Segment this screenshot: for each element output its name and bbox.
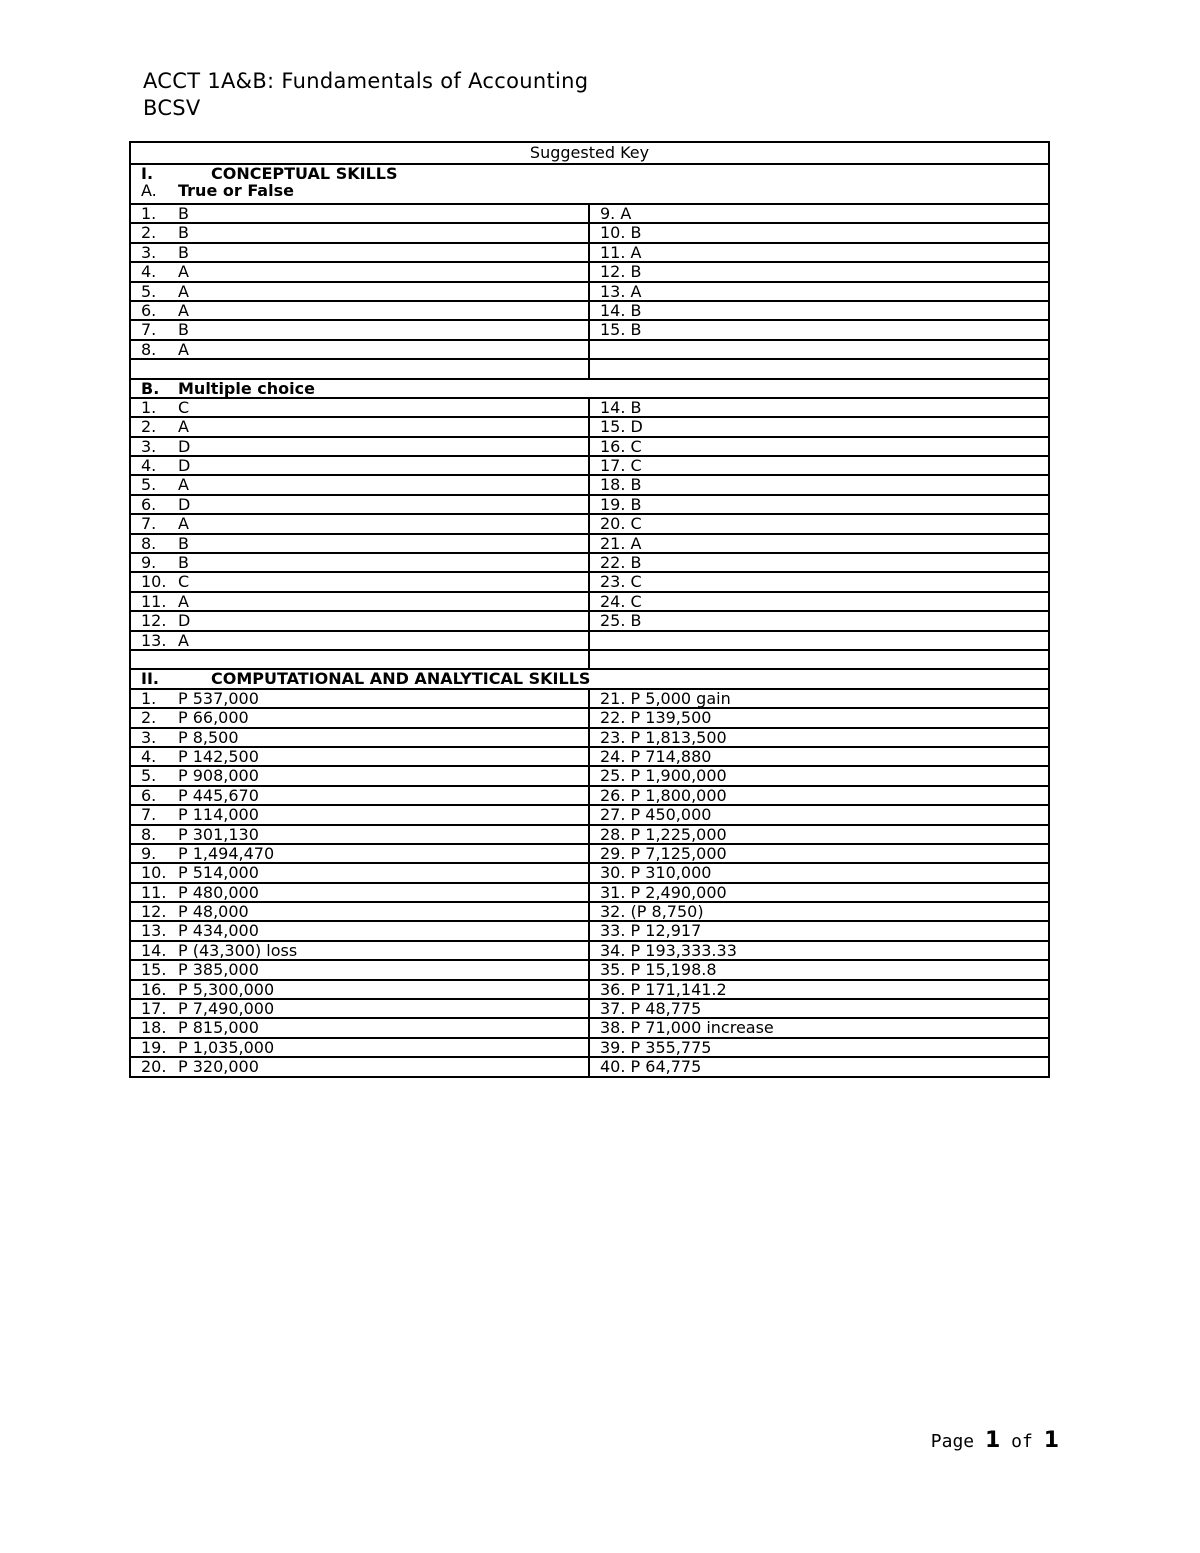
- item-number: 20.: [141, 1057, 167, 1077]
- item-number: 6.: [141, 300, 157, 320]
- item-number: 1.: [141, 397, 157, 417]
- item-number: 15.: [141, 960, 167, 980]
- section2-right-cell: 32. (P 8,750): [589, 902, 1049, 921]
- partB-left-cell: [130, 456, 589, 475]
- program-code: BCSV: [143, 96, 201, 120]
- item-number: 2.: [141, 223, 157, 243]
- item-answer: P 8,500: [178, 727, 239, 747]
- section2-right-cell: 28. P 1,225,000: [589, 825, 1049, 844]
- section2-row: [130, 883, 1049, 902]
- partB-right-cell: 24. C: [589, 592, 1049, 611]
- blank-cell: [589, 359, 1049, 378]
- item-answer: P 142,500: [178, 746, 259, 766]
- item-answer: P 5,300,000: [178, 979, 275, 999]
- partB-row: [130, 514, 1049, 533]
- section2-left-cell: [130, 844, 589, 863]
- partB-row: [130, 534, 1049, 553]
- item-number: 2.: [141, 708, 157, 728]
- section2-right-cell: 29. P 7,125,000: [589, 844, 1049, 863]
- item-number: 18.: [141, 1018, 167, 1038]
- section2-left-cell: [130, 825, 589, 844]
- section2-row: [130, 786, 1049, 805]
- partA-heading: [141, 182, 1048, 199]
- partB-row: [130, 572, 1049, 591]
- item-number: 4.: [141, 456, 157, 476]
- of-word: of: [1011, 1431, 1033, 1452]
- partB-left-cell: [130, 398, 589, 417]
- item-number: 8.: [141, 339, 157, 359]
- item-number: 9.: [141, 843, 157, 863]
- section2-row: [130, 980, 1049, 999]
- partA-row: [130, 340, 1049, 359]
- section2-left-cell: [130, 786, 589, 805]
- section2-left-cell: [130, 1038, 589, 1057]
- partB-row: [130, 437, 1049, 456]
- item-answer: D: [178, 456, 191, 476]
- item-number: 13.: [141, 921, 167, 941]
- section2-left-cell: [130, 883, 589, 902]
- item-answer: A: [178, 514, 189, 534]
- partB-row: [130, 417, 1049, 436]
- section1-title: CONCEPTUAL SKILLS: [211, 164, 398, 183]
- table-title-row: [130, 142, 1049, 164]
- partB-left-cell: [130, 475, 589, 494]
- section1-header-row: [130, 164, 1049, 204]
- section2-row: [130, 805, 1049, 824]
- item-number: 14.: [141, 940, 167, 960]
- partB-right-cell: 22. B: [589, 553, 1049, 572]
- partA-letter: A.: [141, 181, 157, 200]
- section2-row: [130, 1057, 1049, 1076]
- item-number: 10.: [141, 572, 167, 592]
- item-answer: P 480,000: [178, 882, 259, 902]
- section2-row: [130, 1018, 1049, 1037]
- item-answer: D: [178, 436, 191, 456]
- item-number: 1.: [141, 204, 157, 223]
- partA-right-cell: 13. A: [589, 282, 1049, 301]
- partB-row: [130, 611, 1049, 630]
- partA-right-cell: 12. B: [589, 262, 1049, 281]
- section2-row: [130, 844, 1049, 863]
- partA-right-cell: 15. B: [589, 320, 1049, 339]
- partB-row: [130, 553, 1049, 572]
- section2-left-cell: [130, 708, 589, 727]
- item-number: 8.: [141, 824, 157, 844]
- item-number: 4.: [141, 746, 157, 766]
- page-total: 1: [1043, 1428, 1059, 1453]
- item-answer: B: [178, 223, 189, 243]
- section2-left-cell: [130, 921, 589, 940]
- partA-left-cell: [130, 243, 589, 262]
- section2-left-cell: [130, 863, 589, 882]
- section2-right-cell: 30. P 310,000: [589, 863, 1049, 882]
- partB-left-cell: [130, 534, 589, 553]
- item-number: 16.: [141, 979, 167, 999]
- item-answer: P 815,000: [178, 1018, 259, 1038]
- item-number: 11.: [141, 591, 167, 611]
- partA-row: [130, 301, 1049, 320]
- document-header: [143, 68, 588, 122]
- section2-left-cell: [130, 941, 589, 960]
- section2-roman: II.: [141, 669, 159, 689]
- item-number: 3.: [141, 242, 157, 262]
- item-number: 7.: [141, 514, 157, 534]
- item-number: 10.: [141, 863, 167, 883]
- section2-right-cell: 34. P 193,333.33: [589, 941, 1049, 960]
- item-answer: A: [178, 300, 189, 320]
- item-number: 12.: [141, 902, 167, 922]
- page-footer: [931, 1428, 1059, 1453]
- partB-left-cell: [130, 592, 589, 611]
- page-number: 1: [985, 1428, 1001, 1453]
- section2-right-cell: 39. P 355,775: [589, 1038, 1049, 1057]
- item-answer: A: [178, 339, 189, 359]
- partB-right-cell: 14. B: [589, 398, 1049, 417]
- partB-row: [130, 592, 1049, 611]
- partB-row: [130, 631, 1049, 650]
- spacer-row-b: [130, 650, 1049, 669]
- blank-cell: [589, 650, 1049, 669]
- item-number: 4.: [141, 262, 157, 282]
- item-number: 1.: [141, 688, 157, 708]
- section2-left-cell: [130, 1057, 589, 1076]
- section2-title: COMPUTATIONAL AND ANALYTICAL SKILLS: [211, 669, 591, 689]
- section1-heading: [141, 165, 1048, 182]
- item-number: 13.: [141, 630, 167, 650]
- partB-left-cell: [130, 495, 589, 514]
- partB-right-cell: [589, 631, 1049, 650]
- item-answer: D: [178, 611, 191, 631]
- item-answer: A: [178, 591, 189, 611]
- section2-left-cell: [130, 999, 589, 1018]
- item-answer: P 66,000: [178, 708, 249, 728]
- section1-roman: I.: [141, 164, 154, 183]
- partA-left-cell: [130, 223, 589, 242]
- section2-row: [130, 999, 1049, 1018]
- partA-left-cell: [130, 262, 589, 281]
- item-answer: B: [178, 553, 189, 573]
- blank-cell: [130, 650, 589, 669]
- section2-left-cell: [130, 805, 589, 824]
- section2-right-cell: 36. P 171,141.2: [589, 980, 1049, 999]
- item-number: 7.: [141, 320, 157, 340]
- item-answer: P 114,000: [178, 805, 259, 825]
- item-number: 19.: [141, 1037, 167, 1057]
- item-answer: P 301,130: [178, 824, 259, 844]
- partB-right-cell: 21. A: [589, 534, 1049, 553]
- item-answer: A: [178, 417, 189, 437]
- course-title: ACCT 1A&B: Fundamentals of Accounting: [143, 69, 589, 93]
- item-answer: C: [178, 397, 190, 417]
- section2-right-cell: 27. P 450,000: [589, 805, 1049, 824]
- partB-row: [130, 475, 1049, 494]
- partB-right-cell: 19. B: [589, 495, 1049, 514]
- partB-right-cell: 23. C: [589, 572, 1049, 591]
- partB-right-cell: 20. C: [589, 514, 1049, 533]
- page-word: Page: [930, 1431, 975, 1452]
- section2-header-row: [130, 669, 1049, 688]
- partA-right-cell: 14. B: [589, 301, 1049, 320]
- partB-right-cell: 15. D: [589, 417, 1049, 436]
- section2-row: [130, 921, 1049, 940]
- partA-row: [130, 320, 1049, 339]
- partA-right-cell: 10. B: [589, 223, 1049, 242]
- partB-row: [130, 398, 1049, 417]
- section2-right-cell: 38. P 71,000 increase: [589, 1018, 1049, 1037]
- item-number: 2.: [141, 417, 157, 437]
- section2-right-cell: 33. P 12,917: [589, 921, 1049, 940]
- partB-right-cell: 25. B: [589, 611, 1049, 630]
- section2-row: [130, 902, 1049, 921]
- item-answer: B: [178, 533, 189, 553]
- item-answer: P 1,035,000: [178, 1037, 275, 1057]
- answer-key-table: [129, 141, 1050, 1078]
- section2-right-cell: 25. P 1,900,000: [589, 766, 1049, 785]
- section2-row: [130, 960, 1049, 979]
- item-number: 7.: [141, 805, 157, 825]
- partB-right-cell: 18. B: [589, 475, 1049, 494]
- item-answer: A: [178, 262, 189, 282]
- section2-right-cell: 37. P 48,775: [589, 999, 1049, 1018]
- section2-row: [130, 941, 1049, 960]
- section2-right-cell: 40. P 64,775: [589, 1057, 1049, 1076]
- item-answer: P 537,000: [178, 688, 259, 708]
- item-answer: A: [178, 281, 189, 301]
- partA-right-cell: 11. A: [589, 243, 1049, 262]
- item-number: 6.: [141, 494, 157, 514]
- section2-row: [130, 708, 1049, 727]
- item-answer: P 445,670: [178, 785, 259, 805]
- section2-left-cell: [130, 747, 589, 766]
- partA-left-cell: [130, 282, 589, 301]
- partB-left-cell: [130, 437, 589, 456]
- partB-left-cell: [130, 417, 589, 436]
- partB-right-cell: 16. C: [589, 437, 1049, 456]
- item-answer: D: [178, 494, 191, 514]
- blank-cell: [130, 359, 589, 378]
- section2-right-cell: 35. P 15,198.8: [589, 960, 1049, 979]
- item-answer: A: [178, 630, 189, 650]
- section2-right-cell: 22. P 139,500: [589, 708, 1049, 727]
- partA-row: [130, 243, 1049, 262]
- section2-right-cell: 24. P 714,880: [589, 747, 1049, 766]
- item-answer: P 908,000: [178, 766, 259, 786]
- section2-left-cell: [130, 689, 589, 708]
- item-number: 5.: [141, 281, 157, 301]
- partA-left-cell: [130, 320, 589, 339]
- partB-left-cell: [130, 611, 589, 630]
- section2-right-cell: 21. P 5,000 gain: [589, 689, 1049, 708]
- partA-left-cell: [130, 204, 589, 223]
- section2-left-cell: [130, 902, 589, 921]
- partA-row: [130, 282, 1049, 301]
- partB-row: [130, 495, 1049, 514]
- item-answer: B: [178, 204, 189, 223]
- item-answer: P 385,000: [178, 960, 259, 980]
- section2-row: [130, 1038, 1049, 1057]
- partA-right-cell: 9. A: [589, 204, 1049, 223]
- partB-right-cell: 17. C: [589, 456, 1049, 475]
- section2-left-cell: [130, 1018, 589, 1037]
- partB-left-cell: [130, 631, 589, 650]
- section2-row: [130, 689, 1049, 708]
- item-answer: C: [178, 572, 190, 592]
- item-answer: P 434,000: [178, 921, 259, 941]
- partA-title: True or False: [178, 181, 294, 200]
- spacer-row-a: [130, 359, 1049, 378]
- partB-letter: B.: [141, 378, 160, 398]
- partA-row: [130, 223, 1049, 242]
- partA-left-cell: [130, 301, 589, 320]
- item-answer: P 48,000: [178, 902, 249, 922]
- section2-left-cell: [130, 960, 589, 979]
- item-number: 17.: [141, 999, 167, 1019]
- partB-left-cell: [130, 553, 589, 572]
- item-answer: P (43,300) loss: [178, 940, 298, 960]
- item-number: 5.: [141, 766, 157, 786]
- table-title: Suggested Key: [130, 142, 1049, 164]
- item-answer: B: [178, 320, 189, 340]
- partA-left-cell: [130, 340, 589, 359]
- section2-row: [130, 863, 1049, 882]
- partA-row: [130, 204, 1049, 223]
- partB-left-cell: [130, 514, 589, 533]
- section2-right-cell: 26. P 1,800,000: [589, 786, 1049, 805]
- item-answer: P 320,000: [178, 1057, 259, 1077]
- item-number: 8.: [141, 533, 157, 553]
- section2-left-cell: [130, 766, 589, 785]
- partB-title: Multiple choice: [178, 378, 315, 398]
- section2-left-cell: [130, 728, 589, 747]
- section2-row: [130, 766, 1049, 785]
- item-number: 3.: [141, 727, 157, 747]
- partB-row: [130, 456, 1049, 475]
- item-answer: P 514,000: [178, 863, 259, 883]
- item-number: 12.: [141, 611, 167, 631]
- section2-row: [130, 825, 1049, 844]
- item-number: 11.: [141, 882, 167, 902]
- section2-row: [130, 728, 1049, 747]
- partA-row: [130, 262, 1049, 281]
- partA-right-cell: [589, 340, 1049, 359]
- section2-row: [130, 747, 1049, 766]
- partB-header-row: [130, 379, 1049, 398]
- section2-left-cell: [130, 980, 589, 999]
- item-number: 6.: [141, 785, 157, 805]
- item-answer: P 1,494,470: [178, 843, 275, 863]
- item-answer: P 7,490,000: [178, 999, 275, 1019]
- item-answer: A: [178, 475, 189, 495]
- item-number: 9.: [141, 553, 157, 573]
- partB-left-cell: [130, 572, 589, 591]
- section2-right-cell: 31. P 2,490,000: [589, 883, 1049, 902]
- item-number: 5.: [141, 475, 157, 495]
- item-number: 3.: [141, 436, 157, 456]
- section2-right-cell: 23. P 1,813,500: [589, 728, 1049, 747]
- item-answer: B: [178, 242, 189, 262]
